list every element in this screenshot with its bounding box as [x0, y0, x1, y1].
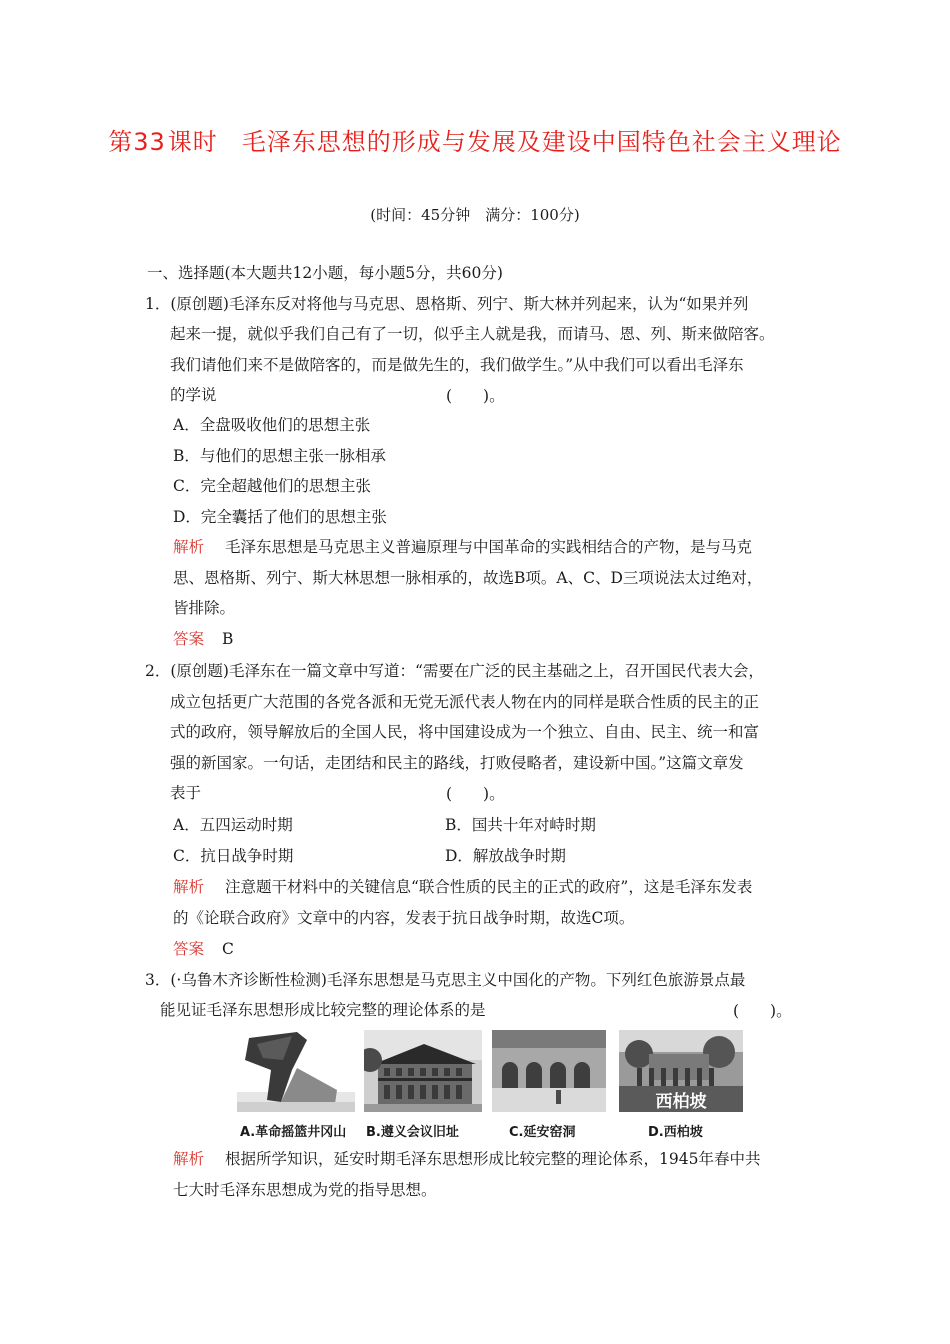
photo-caption-a: A.革命摇篮井冈山: [240, 1125, 347, 1140]
q2-analysis-label: 解析: [173, 878, 205, 896]
q1-stem-line-2: 起来一提，就似乎我们自己有了一切，似乎主人就是我，而请马、恩、列、斯来做陪客。: [170, 325, 775, 343]
xibaipo-stone-text: 西柏坡: [655, 1092, 707, 1112]
q1-option-a: A．全盘吸收他们的思想主张: [173, 416, 371, 434]
q2-stem-line-2: 成立包括更广大范围的各党各派和无党无派代表人物在内的同样是联合性质的民主的正: [170, 693, 760, 711]
q1-analysis-line-1: 毛泽东思想是马克思主义普遍原理与中国革命的实践相结合的产物，是与马克: [225, 538, 753, 556]
q2-answer-blank: ( )。: [446, 785, 505, 803]
q1-stem-line-4: 的学说: [170, 386, 217, 404]
q3-analysis-line-2: 七大时毛泽东思想成为党的指导思想。: [173, 1181, 437, 1199]
xibaipo-photo: [619, 1030, 743, 1112]
q2-stem-line-4: 强的新国家。一句话，走团结和民主的路线，打败侵略者，建设新中国。”这篇文章发: [170, 754, 744, 772]
photo-caption-c: C.延安窑洞: [509, 1125, 576, 1140]
q1-stem-line-1: 1．(原创题)毛泽东反对将他与马克思、恩格斯、列宁、斯大林并列起来，认为“如果并列: [145, 295, 749, 313]
q3-stem-line-2: 能见证毛泽东思想形成比较完整的理论体系的是: [160, 1001, 486, 1019]
q1-option-d: D．完全囊括了他们的思想主张: [173, 508, 387, 526]
q2-option-a: A．五四运动时期: [173, 816, 293, 834]
q2-option-d: D．解放战争时期: [445, 847, 566, 865]
q2-option-c: C．抗日战争时期: [173, 847, 294, 865]
q1-analysis-label: 解析: [173, 538, 205, 556]
q1-answer-label: 答案: [173, 630, 205, 648]
q1-stem-line-3: 我们请他们来不是做陪客的，而是做先生的，我们做学生。”从中我们可以看出毛泽东: [170, 356, 744, 374]
q2-stem-line-1: 2．(原创题)毛泽东在一篇文章中写道：“需要在广泛的民主基础之上，召开国民代表大会，: [145, 662, 764, 680]
page-subtitle: (时间：45分钟 满分：100分): [370, 206, 580, 224]
photo-caption-b: B.遵义会议旧址: [366, 1125, 459, 1140]
q3-answer-blank: ( )。: [733, 1002, 792, 1020]
q2-answer-value: C: [222, 940, 234, 958]
q1-analysis-line-3: 皆排除。: [173, 599, 236, 617]
jinggangshan-photo: [237, 1030, 355, 1112]
q2-stem-line-3: 式的政府，领导解放后的全国人民，将中国建设成为一个独立、自由、民主、统一和富: [170, 723, 760, 741]
page-title: 第33课时 毛泽东思想的形成与发展及建设中国特色社会主义理论: [108, 128, 842, 156]
section-heading: 一、选择题(本大题共12小题，每小题5分，共60分): [147, 264, 503, 282]
q2-analysis-line-2: 的《论联合政府》文章中的内容，发表于抗日战争时期，故选C项。: [173, 909, 635, 927]
zunyi-photo: [364, 1030, 482, 1112]
q1-option-c: C．完全超越他们的思想主张: [173, 477, 371, 495]
q1-analysis-line-2: 思、恩格斯、列宁、斯大林思想一脉相承的，故选B项。A、C、D三项说法太过绝对，: [173, 569, 763, 587]
q1-answer-value: B: [222, 630, 234, 648]
q2-stem-line-5: 表于: [170, 784, 202, 802]
q1-answer-blank: ( )。: [446, 387, 505, 405]
q3-analysis-label: 解析: [173, 1150, 205, 1168]
q2-answer-label: 答案: [173, 940, 205, 958]
q1-option-b: B．与他们的思想主张一脉相承: [173, 447, 386, 465]
photo-caption-d: D.西柏坡: [648, 1125, 703, 1140]
yanan-cave-photo: [492, 1030, 606, 1112]
q2-analysis-line-1: 注意题干材料中的关键信息“联合性质的民主的正式的政府”，这是毛泽东发表: [225, 878, 753, 896]
q2-option-b: B．国共十年对峙时期: [445, 816, 596, 834]
q3-stem-line-1: 3．(·乌鲁木齐诊断性检测)毛泽东思想是马克思主义中国化的产物。下列红色旅游景点最: [145, 971, 746, 989]
q3-analysis-line-1: 根据所学知识，延安时期毛泽东思想形成比较完整的理论体系，1945年春中共: [225, 1150, 761, 1168]
